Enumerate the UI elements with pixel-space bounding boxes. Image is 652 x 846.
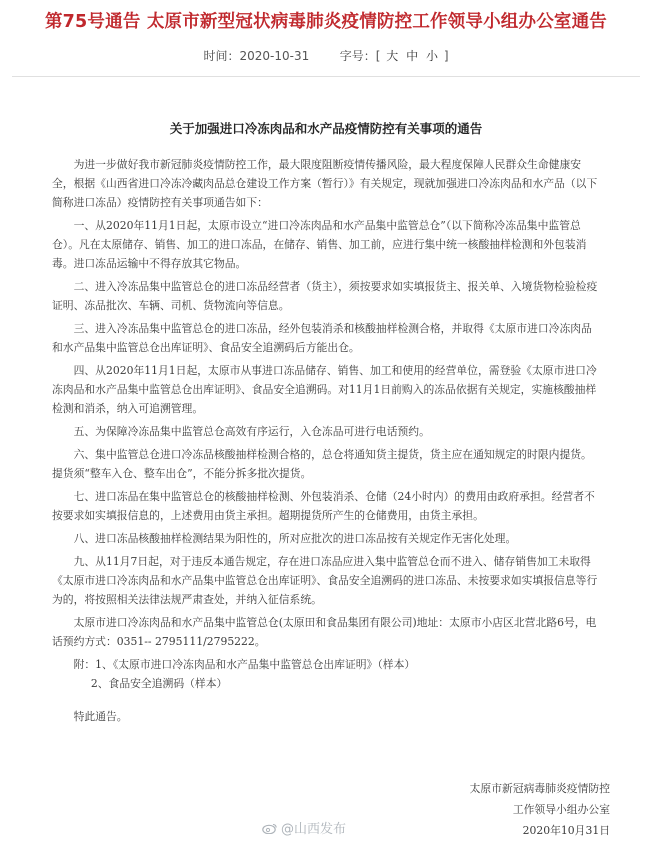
notice-subtitle: 关于加强进口冷冻肉品和水产品疫情防控有关事项的通告 [169, 121, 483, 136]
font-size-small-link[interactable]: 小 [425, 49, 438, 63]
paragraph-item-3: 三、进入冷冻品集中监管总仓的进口冻品，经外包装消杀和核酸抽样检测合格，并取得《太原市进口冷冻肉品和水产品集中监管总仓出库证明》、食品安全追溯码后方能出仓。 [52, 322, 592, 354]
paragraph-item-4: 四、从2020年11月1日起，太原市从事进口冻品储存、销售、加工和使用的经营单位，需登验《太原市进口冷冻肉品和水产品集中监管总仓出库证明》、食品安全追溯码。对11月1日前购入的冻品依据有关规定，实施核酸抽样检测和消杀，纳入可追溯管理。 [52, 364, 597, 415]
closing-line: 特此通告。 [73, 710, 128, 723]
signature-org-line2: 工作领导小组办公室 [512, 803, 610, 816]
bracket-close: ] [443, 49, 449, 63]
watermark-text: @山西发布 [281, 822, 347, 837]
paragraph-item-9: 九、从11月7日起，对于违反本通告规定，存在进口冻品应进入集中监管总仓而不进入、储存销售加工未取得《太原市进口冷冻肉品和水产品集中监管总仓出库证明》、食品安全追溯码的进口冻品、未按要求如实填报信息等行为的，将按照相关法律法规严肃查处，并纳入征信系统。 [52, 555, 598, 606]
attachment-1: 附：1、《太原市进口冷冻肉品和水产品集中监管总仓出库证明》（样本） [73, 658, 416, 671]
signature-date: 2020年10月31日 [522, 824, 610, 837]
header-divider [12, 76, 640, 77]
notice-body [52, 155, 602, 730]
time-label: 时间： [203, 49, 240, 63]
paragraph-intro: 为进一步做好我市新冠肺炎疫情防控工作，最大限度阻断疫情传播风险，最大程度保障人民群众生命健康安全，根据《山西省进口冷冻冷藏肉品总仓建设工作方案（暂行）》有关规定，现就加强进口冷冻肉品和水产品（以下简称进口冻品）疫情防控有关事项通告如下： [52, 158, 598, 209]
paragraph-item-7: 七、进口冻品在集中监管总仓的核酸抽样检测、外包装消杀、仓储（24小时内）的费用由政府承担。经营者不按要求如实填报信息的，上述费用由货主承担。超期提货所产生的仓储费用，由货主承担。 [52, 490, 595, 522]
paragraph-item-5: 五、为保障冷冻品集中监管总仓高效有序运行，入仓冻品可进行电话预约。 [73, 425, 430, 438]
font-size-switcher [376, 49, 449, 63]
weibo-icon [262, 822, 278, 834]
watermark [262, 818, 346, 837]
time-value: 2020-10-31 [239, 49, 310, 63]
signature-org-line1: 太原市新冠病毒肺炎疫情防控 [469, 782, 610, 795]
signature-block [360, 778, 610, 841]
font-size-medium-link[interactable]: 中 [406, 49, 419, 63]
paragraph-address: 太原市进口冷冻肉品和水产品集中监管总仓(太原田和食品集团有限公司)地址：太原市小店区北营北路6号，电话预约方式：0351-- 2795111/2795222。 [52, 616, 597, 648]
bracket-open: [ [375, 49, 381, 63]
font-size-label: 字号： [339, 49, 376, 63]
attachment-2: 2、食品安全追溯码（样本） [90, 677, 228, 690]
paragraph-item-1: 一、从2020年11月1日起，太原市设立“进口冷冻肉品和水产品集中监管总仓”（以下简称冷冻品集中监管总仓）。凡在太原储存、销售、加工的进口冻品，在储存、销售、加工前，应进行集中统一核酸抽样检测和外包装消毒。进口冻品运输中不得存放其它物品。 [52, 219, 587, 270]
page-title: 第75号通告 太原市新型冠状病毒肺炎疫情防控工作领导小组办公室通告 [44, 12, 608, 32]
paragraph-item-6: 六、集中监管总仓进口冷冻品核酸抽样检测合格的，总仓将通知货主提货，货主应在通知规定的时限内提货。提货须“整车入仓、整车出仓”，不能分拆多批次提货。 [52, 448, 592, 480]
paragraph-item-8: 八、进口冻品核酸抽样检测结果为阳性的，所对应批次的进口冻品按有关规定作无害化处理。 [73, 532, 517, 545]
font-size-large-link[interactable]: 大 [386, 49, 399, 63]
paragraph-item-2: 二、进入冷冻品集中监管总仓的进口冻品经营者（货主），须按要求如实填报货主、报关单、入境货物检验检疫证明、冻品批次、车辆、司机、货物流向等信息。 [52, 280, 598, 312]
article-meta [0, 47, 652, 64]
